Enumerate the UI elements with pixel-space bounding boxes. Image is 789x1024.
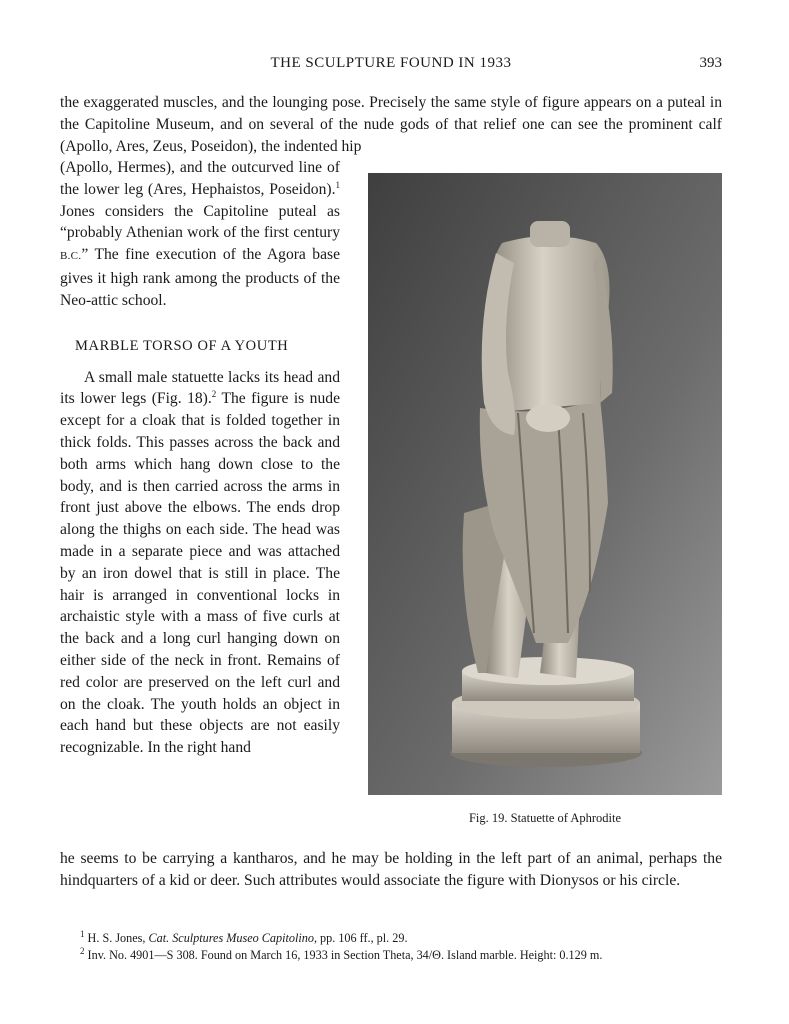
text-run: , pp. 106 ff., pl. 29. [313, 931, 408, 945]
running-title: THE SCULPTURE FOUND IN 1933 [270, 55, 512, 71]
left-column [60, 157, 340, 759]
footnote-1 [60, 930, 722, 947]
paragraph-top: the exaggerated muscles, and the lounging pose. Precisely the same style of figure appears on a puteal in the Capitoline Museum, and on several of the nude gods of that relief one can see the prominent calf (Apollo, Ares, Zeus, Poseidon), the indented hip [60, 94, 722, 155]
footnote-number: 1 [80, 928, 85, 939]
page-number: 393 [699, 55, 722, 71]
footnote-number: 2 [80, 945, 85, 956]
footnotes [60, 930, 722, 964]
paragraph-left [60, 157, 340, 312]
text-run: H. S. Jones, [84, 931, 149, 945]
footnote-ref[interactable]: 2 [211, 389, 217, 400]
paragraph-torso [60, 367, 340, 759]
text-run: ” The fine execution of the Agora base gives it high rank among the products of the Neo-attic school. [60, 246, 340, 309]
italic-title: Cat. Sculptures Museo Capitolino [148, 931, 314, 945]
footnote-ref[interactable]: 1 [335, 179, 340, 190]
text-run: (Apollo, Hermes), and the outcurved line of the lower leg (Ares, Hephaistos, Poseidon). [60, 159, 340, 198]
statuette-photo [368, 173, 722, 795]
section-heading: MARBLE TORSO OF A YOUTH [75, 337, 289, 354]
running-header [60, 55, 722, 77]
statuette-illustration [368, 173, 722, 795]
text-run: Inv. No. 4901—S 308. Found on March 16, 1933 in Section Theta, 34/Θ. Island marble. Height: 0.129 m. [84, 948, 603, 962]
text-run: Jones considers the Capitoline puteal as “probably Athenian work of the first century [60, 202, 340, 242]
small-caps-text: B.C. [60, 250, 82, 263]
footnote-2 [60, 947, 722, 964]
text-run: The figure is nude except for a cloak that is folded together in thick folds. This passes across the back and both arms which hang down close to the body, and is then carried across the arms in front just above the elbows. The ends drop along the thighs on each side. The head was made in a separate piece and was attached by an iron dowel that is still in place. The hair is arranged in conventional locks in archaistic style with a mass of five curls at the back and a long curl hanging down on either side of the neck in front. Remains of red color are preserved on the left curl and on the cloak. The youth holds an object in each hand but these objects are not easily recognizable. In the right hand [60, 390, 340, 757]
paragraph-bottom: he seems to be carrying a kantharos, and he may be holding in the left part of an animal, perhaps the hindquarters of a kid or deer. Such attributes would associate the figure with Dionysos or his circle. [60, 850, 722, 889]
text-run: A small male statuette lacks its head and its lower legs (Fig. 18). [60, 368, 340, 408]
figure-caption: Fig. 19. Statuette of Aphrodite [468, 811, 622, 825]
